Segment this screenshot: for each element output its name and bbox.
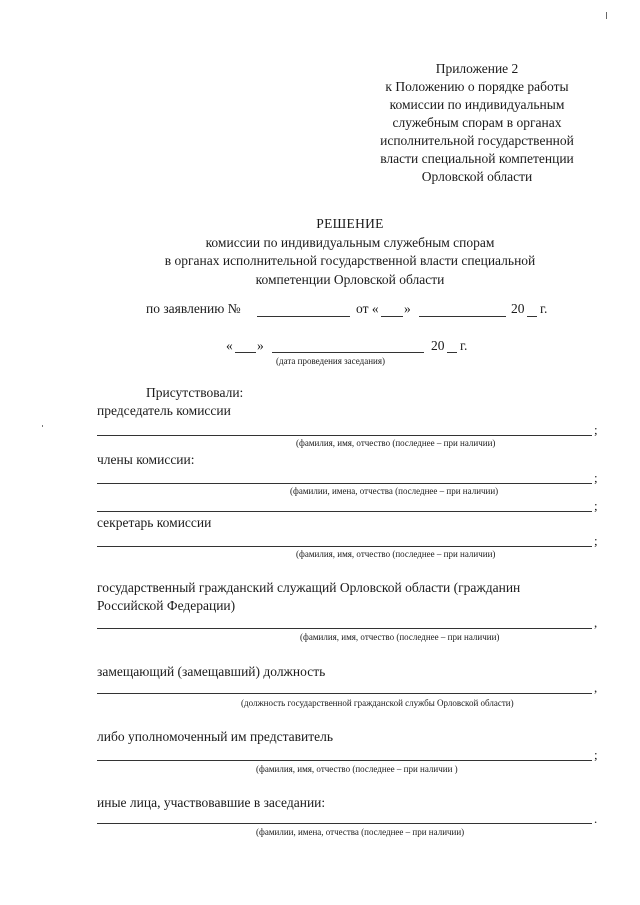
date-year-suffix: г. bbox=[460, 338, 468, 353]
application-month-blank[interactable] bbox=[419, 316, 506, 317]
corner-mark bbox=[606, 12, 607, 19]
application-year-blank[interactable] bbox=[527, 316, 537, 317]
others-label: иные лица, участвовавшие в заседании: bbox=[97, 795, 326, 810]
appendix-line: Орловской области bbox=[421, 169, 533, 184]
others-caption: (фамилии, имена, отчества (последнее – при наличии) bbox=[256, 827, 465, 837]
position-comma: , bbox=[594, 680, 598, 695]
representative-label: либо уполномоченный им представитель bbox=[97, 729, 334, 744]
servant-comma: , bbox=[594, 615, 598, 630]
chairman-label: председатель комиссии bbox=[97, 403, 231, 418]
servant-caption: (фамилия, имя, отчество (последнее – при наличии) bbox=[300, 632, 500, 642]
representative-caption: (фамилия, имя, отчество (последнее – при наличии ) bbox=[256, 764, 458, 774]
secretary-caption: (фамилия, имя, отчество (последнее – при наличии) bbox=[296, 549, 496, 559]
others-blank[interactable] bbox=[97, 823, 592, 824]
date-day-blank[interactable] bbox=[235, 352, 256, 353]
appendix-line: власти специальной компетенции bbox=[380, 151, 574, 166]
members-blank-2[interactable] bbox=[97, 511, 592, 512]
servant-label-line1: государственный гражданский служащий Орловской области (гражданин bbox=[97, 580, 521, 595]
appendix-line: к Положению о порядке работы bbox=[385, 79, 569, 94]
position-caption: (должность государственной гражданской службы Орловской области) bbox=[241, 698, 514, 708]
application-day-blank[interactable] bbox=[381, 316, 403, 317]
appendix-line: Приложение 2 bbox=[435, 61, 519, 76]
chairman-caption: (фамилия, имя, отчество (последнее – при наличии) bbox=[296, 438, 496, 448]
date-caption: (дата проведения заседания) bbox=[276, 356, 385, 366]
appendix-line: служебным спорам в органах bbox=[392, 115, 562, 130]
secretary-blank[interactable] bbox=[97, 546, 592, 547]
representative-semicolon: ; bbox=[594, 747, 598, 762]
chairman-semicolon: ; bbox=[594, 422, 598, 437]
representative-blank[interactable] bbox=[97, 760, 592, 761]
date-year-prefix: 20 bbox=[431, 338, 445, 353]
date-month-blank[interactable] bbox=[272, 352, 424, 353]
position-blank[interactable] bbox=[97, 693, 592, 694]
application-from-label: от « bbox=[356, 301, 379, 316]
application-number-blank[interactable] bbox=[257, 316, 350, 317]
members-semicolon-1: ; bbox=[594, 470, 598, 485]
secretary-label: секретарь комиссии bbox=[97, 515, 212, 530]
title-line: в органах исполнительной государственной власти специальной bbox=[164, 253, 536, 268]
appendix-line: комиссии по индивидуальным bbox=[389, 97, 565, 112]
application-quote-close: » bbox=[404, 301, 411, 316]
appendix-header bbox=[360, 60, 594, 186]
title-main: РЕШЕНИЕ bbox=[316, 216, 384, 231]
members-semicolon-2: ; bbox=[594, 498, 598, 513]
chairman-blank[interactable] bbox=[97, 435, 592, 436]
members-caption: (фамилии, имена, отчества (последнее – при наличии) bbox=[290, 486, 499, 496]
date-quote-open: « bbox=[226, 338, 233, 353]
servant-label-line2: Российской Федерации) bbox=[97, 598, 236, 613]
secretary-semicolon: ; bbox=[594, 533, 598, 548]
title-line: компетенции Орловской области bbox=[255, 271, 445, 287]
appendix-line: исполнительной государственной bbox=[380, 133, 574, 148]
date-year-blank[interactable] bbox=[447, 352, 457, 353]
margin-mark bbox=[42, 425, 43, 427]
title-line: комиссии по индивидуальным служебным спорам bbox=[205, 234, 495, 250]
date-quote-close: » bbox=[257, 338, 264, 353]
others-period: . bbox=[594, 811, 598, 826]
document-title bbox=[120, 215, 580, 289]
members-blank-1[interactable] bbox=[97, 483, 592, 484]
members-label: члены комиссии: bbox=[97, 452, 195, 467]
application-year-prefix: 20 bbox=[511, 301, 525, 316]
application-year-suffix: г. bbox=[540, 301, 548, 316]
position-label: замещающий (замещавший) должность bbox=[97, 664, 326, 679]
servant-blank[interactable] bbox=[97, 628, 592, 629]
application-label: по заявлению № bbox=[146, 301, 241, 316]
present-label: Присутствовали: bbox=[146, 385, 244, 400]
